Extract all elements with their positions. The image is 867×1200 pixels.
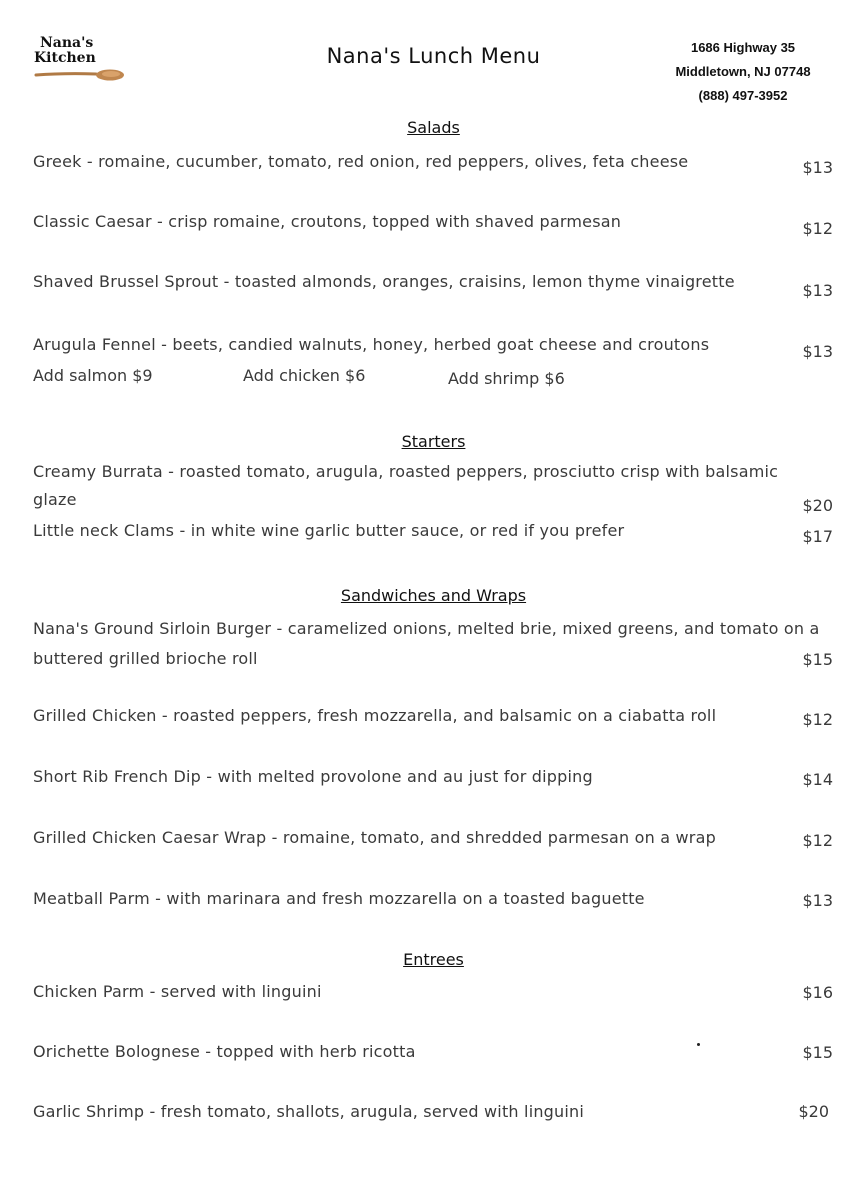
menu-item-price: $17 [802,527,833,546]
menu-item-chicken-parm [33,982,833,1001]
section-title-starters: Starters [401,432,466,451]
phone-number: (888) 497-3952 [698,88,788,103]
stray-mark [697,1043,700,1046]
menu-item-bolognese [33,1042,833,1061]
menu-item-desc: Creamy Burrata - roasted tomato, arugula, roasted peppers, prosciutto crisp with balsamic glaze [33,462,779,509]
menu-item-desc: Classic Caesar - crisp romaine, croutons, topped with shaved parmesan [33,212,622,231]
menu-item-desc: Arugula Fennel - beets, candied walnuts, honey, herbed goat cheese and croutons [33,335,710,354]
menu-item-desc: Grilled Chicken Caesar Wrap - romaine, tomato, and shredded parmesan on a wrap [33,828,716,847]
menu-item-desc: Greek - romaine, cucumber, tomato, red onion, red peppers, olives, feta cheese [33,152,689,171]
menu-item-desc: Garlic Shrimp - fresh tomato, shallots, arugula, served with linguini [33,1102,585,1121]
menu-item-desc: Shaved Brussel Sprout - toasted almonds, oranges, craisins, lemon thyme vinaigrette [33,272,735,291]
menu-item-price: $20 [802,496,833,515]
menu-item-price: $20 [798,1102,829,1121]
menu-item-desc: Little neck Clams - in white wine garlic butter sauce, or red if you prefer [33,521,625,540]
page-title: Nana's Lunch Menu [326,44,541,68]
menu-item-desc: Chicken Parm - served with linguini [33,982,322,1001]
addon-salmon: Add salmon $9 [33,366,153,385]
menu-item-grilled-chicken [33,706,833,725]
menu-item-greek [33,152,833,171]
menu-item-french-dip [33,767,833,786]
menu-item-arugula-fennel [33,335,833,354]
menu-item-price: $14 [802,770,833,789]
menu-item-price: $12 [802,831,833,850]
menu-item-garlic-shrimp [33,1102,833,1121]
menu-item-price: $12 [802,219,833,238]
address-city: Middletown, NJ 07748 [675,64,811,79]
menu-item-price: $12 [802,710,833,729]
menu-item-price: $13 [802,281,833,300]
addon-chicken: Add chicken $6 [243,366,366,385]
menu-item-sirloin-burger [33,614,833,674]
section-title-entrees: Entrees [403,950,464,969]
menu-item-price: $16 [802,983,833,1002]
addon-shrimp: Add shrimp $6 [448,369,565,388]
logo-line-1: Nana's [40,35,94,51]
spoon-icon [34,68,126,82]
menu-item-meatball-parm [33,889,833,908]
menu-item-price: $13 [802,891,833,910]
menu-item-clams [33,521,833,540]
menu-item-price: $15 [802,650,833,669]
menu-item-desc: Meatball Parm - with marinara and fresh mozzarella on a toasted baguette [33,889,645,908]
menu-item-caesar-wrap [33,828,833,847]
menu-item-desc: Orichette Bolognese - topped with herb ricotta [33,1042,416,1061]
address-block [653,36,833,108]
section-title-salads: Salads [407,118,460,137]
address-street: 1686 Highway 35 [690,40,796,55]
menu-item-brussel-sprout [33,272,833,291]
menu-item-desc: Grilled Chicken - roasted peppers, fresh mozzarella, and balsamic on a ciabatta roll [33,706,717,725]
menu-item-classic-caesar [33,212,833,231]
menu-item-desc: Nana's Ground Sirloin Burger - caramelized onions, melted brie, mixed greens, and tomato on a buttered grilled brioche roll [33,619,820,668]
logo-line-2: Kitchen [34,50,96,66]
menu-item-price: $13 [802,342,833,361]
menu-item-burrata [33,458,833,514]
menu-item-desc: Short Rib French Dip - with melted provolone and au just for dipping [33,767,593,786]
menu-item-price: $13 [802,158,833,177]
section-title-sandwiches: Sandwiches and Wraps [340,586,527,605]
menu-item-price: $15 [802,1043,833,1062]
